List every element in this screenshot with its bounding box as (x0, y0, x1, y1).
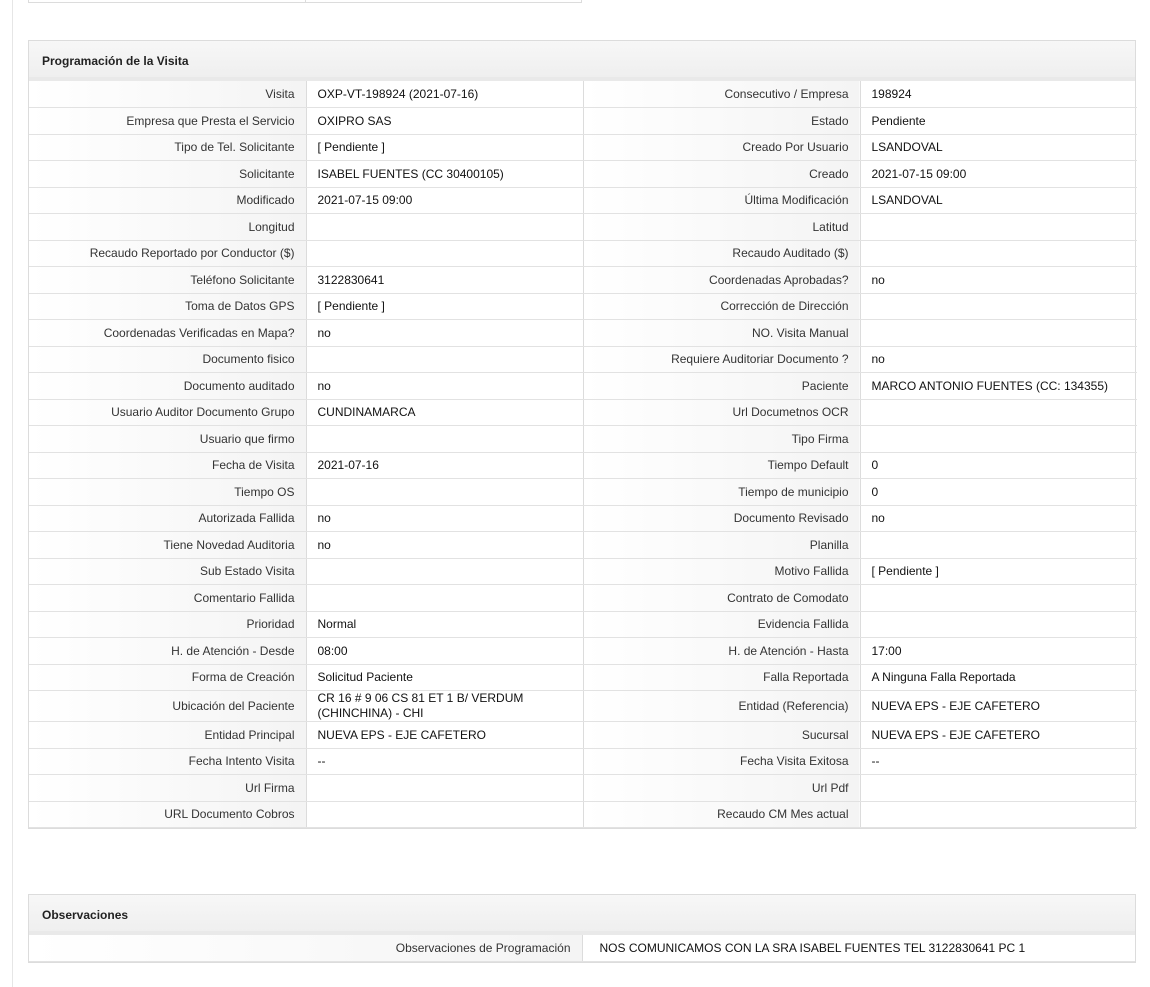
table-row (29, 558, 1137, 585)
field-label: Fecha de Visita (29, 452, 306, 479)
field-label: Tiempo de municipio (583, 479, 860, 506)
table-row (29, 293, 1137, 320)
field-label: Sub Estado Visita (29, 558, 306, 585)
field-value: 0 (860, 479, 1137, 506)
table-row (29, 664, 1137, 691)
field-value (860, 611, 1137, 638)
table-row (29, 748, 1137, 775)
field-label: Planilla (583, 532, 860, 559)
field-label: Tiempo Default (583, 452, 860, 479)
table-row (29, 108, 1137, 135)
field-value: OXIPRO SAS (306, 108, 583, 135)
table-row (29, 134, 1137, 161)
field-label: Entidad Principal (29, 722, 306, 749)
field-value: LSANDOVAL (860, 134, 1137, 161)
field-label: Requiere Auditoriar Documento ? (583, 346, 860, 373)
field-value (860, 801, 1137, 828)
field-label: Entidad (Referencia) (583, 691, 860, 722)
field-value (860, 585, 1137, 612)
field-value (860, 320, 1137, 347)
field-value: no (306, 532, 583, 559)
field-value (306, 775, 583, 802)
field-value (860, 775, 1137, 802)
table-row (29, 240, 1137, 267)
field-value: no (306, 373, 583, 400)
table-row (29, 214, 1137, 241)
field-value: no (306, 505, 583, 532)
programacion-title: Programación de la Visita (29, 41, 1135, 81)
table-row (29, 426, 1137, 453)
field-value: Pendiente (860, 108, 1137, 135)
field-label: Comentario Fallida (29, 585, 306, 612)
field-label: Ubicación del Paciente (29, 691, 306, 722)
field-value: 2021-07-15 09:00 (860, 161, 1137, 188)
field-value: OXP-VT-198924 (2021-07-16) (306, 81, 583, 108)
field-value: CUNDINAMARCA (306, 399, 583, 426)
field-label: Recaudo CM Mes actual (583, 801, 860, 828)
field-label: Corrección de Dirección (583, 293, 860, 320)
field-label: Empresa que Presta el Servicio (29, 108, 306, 135)
field-label: Visita (29, 81, 306, 108)
field-label: Fecha Intento Visita (29, 748, 306, 775)
field-label: Estado (583, 108, 860, 135)
table-row (29, 346, 1137, 373)
field-label: Tipo Firma (583, 426, 860, 453)
field-label: NO. Visita Manual (583, 320, 860, 347)
field-label: Usuario Auditor Documento Grupo (29, 399, 306, 426)
field-value (306, 585, 583, 612)
field-label: H. de Atención - Desde (29, 638, 306, 665)
field-label: Documento fisico (29, 346, 306, 373)
field-value (306, 240, 583, 267)
table-row (29, 320, 1137, 347)
field-value (860, 293, 1137, 320)
table-row (29, 638, 1137, 665)
field-label: Sucursal (583, 722, 860, 749)
field-label: URL Documento Cobros (29, 801, 306, 828)
page-left-rule (12, 0, 13, 987)
field-label: Motivo Fallida (583, 558, 860, 585)
field-label: Documento auditado (29, 373, 306, 400)
field-value: NUEVA EPS - EJE CAFETERO (306, 722, 583, 749)
field-label: Coordenadas Aprobadas? (583, 267, 860, 294)
field-value (860, 532, 1137, 559)
observaciones-label: Observaciones de Programación (29, 935, 582, 962)
field-label: Contrato de Comodato (583, 585, 860, 612)
field-value: -- (306, 748, 583, 775)
field-label: Tipo de Tel. Solicitante (29, 134, 306, 161)
observaciones-panel (28, 894, 1136, 963)
field-value (306, 479, 583, 506)
table-row (29, 187, 1137, 214)
field-value (860, 240, 1137, 267)
field-value: 08:00 (306, 638, 583, 665)
table-row (29, 801, 1137, 828)
field-value: no (860, 346, 1137, 373)
field-value: no (860, 505, 1137, 532)
table-row (29, 161, 1137, 188)
field-value (306, 346, 583, 373)
programacion-panel (28, 40, 1136, 829)
observaciones-table (29, 935, 1135, 962)
observaciones-title: Observaciones (29, 895, 1135, 935)
field-label: Teléfono Solicitante (29, 267, 306, 294)
field-label: Url Documetnos OCR (583, 399, 860, 426)
table-row (29, 373, 1137, 400)
field-value: 0 (860, 452, 1137, 479)
table-row (29, 935, 1135, 962)
field-value: A Ninguna Falla Reportada (860, 664, 1137, 691)
field-value: 2021-07-16 (306, 452, 583, 479)
previous-table-bottom (28, 0, 582, 3)
field-label: Url Pdf (583, 775, 860, 802)
field-label: Documento Revisado (583, 505, 860, 532)
field-label: Falla Reportada (583, 664, 860, 691)
table-row (29, 775, 1137, 802)
field-label: Autorizada Fallida (29, 505, 306, 532)
field-label: Solicitante (29, 161, 306, 188)
field-label: Url Firma (29, 775, 306, 802)
field-label: Toma de Datos GPS (29, 293, 306, 320)
field-value: 17:00 (860, 638, 1137, 665)
field-label: Coordenadas Verificadas en Mapa? (29, 320, 306, 347)
field-label: Recaudo Reportado por Conductor ($) (29, 240, 306, 267)
field-label: Prioridad (29, 611, 306, 638)
field-value (306, 426, 583, 453)
field-value: [ Pendiente ] (860, 558, 1137, 585)
field-label: Consecutivo / Empresa (583, 81, 860, 108)
table-row (29, 532, 1137, 559)
field-value: CR 16 # 9 06 CS 81 ET 1 B/ VERDUM (CHINCHINA) - CHI (306, 691, 583, 722)
table-row (29, 505, 1137, 532)
table-row (29, 722, 1137, 749)
field-label: H. de Atención - Hasta (583, 638, 860, 665)
field-label: Tiempo OS (29, 479, 306, 506)
field-label: Fecha Visita Exitosa (583, 748, 860, 775)
field-value (306, 214, 583, 241)
field-label: Recaudo Auditado ($) (583, 240, 860, 267)
table-row (29, 267, 1137, 294)
field-value: NUEVA EPS - EJE CAFETERO (860, 722, 1137, 749)
field-value (306, 801, 583, 828)
field-value: [ Pendiente ] (306, 293, 583, 320)
field-value (860, 214, 1137, 241)
field-label: Usuario que firmo (29, 426, 306, 453)
field-label: Creado (583, 161, 860, 188)
table-row (29, 691, 1137, 722)
field-label: Forma de Creación (29, 664, 306, 691)
field-value: no (860, 267, 1137, 294)
field-label: Evidencia Fallida (583, 611, 860, 638)
field-value: Solicitud Paciente (306, 664, 583, 691)
field-label: Tiene Novedad Auditoria (29, 532, 306, 559)
field-value: ISABEL FUENTES (CC 30400105) (306, 161, 583, 188)
field-value: [ Pendiente ] (306, 134, 583, 161)
field-label: Creado Por Usuario (583, 134, 860, 161)
field-value (860, 426, 1137, 453)
field-value (860, 399, 1137, 426)
field-label: Longitud (29, 214, 306, 241)
field-value: 198924 (860, 81, 1137, 108)
table-row (29, 81, 1137, 108)
field-label: Modificado (29, 187, 306, 214)
field-value: no (306, 320, 583, 347)
field-value: 2021-07-15 09:00 (306, 187, 583, 214)
field-label: Latitud (583, 214, 860, 241)
field-value: -- (860, 748, 1137, 775)
field-value (306, 558, 583, 585)
field-value: Normal (306, 611, 583, 638)
programacion-table (29, 81, 1137, 828)
field-value: LSANDOVAL (860, 187, 1137, 214)
observaciones-value: NOS COMUNICAMOS CON LA SRA ISABEL FUENTES TEL 3122830641 PC 1 (582, 935, 1135, 962)
field-label: Última Modificación (583, 187, 860, 214)
table-row (29, 585, 1137, 612)
table-row (29, 399, 1137, 426)
field-label: Paciente (583, 373, 860, 400)
table-row (29, 479, 1137, 506)
table-row (29, 611, 1137, 638)
field-value: NUEVA EPS - EJE CAFETERO (860, 691, 1137, 722)
field-value: MARCO ANTONIO FUENTES (CC: 134355) (860, 373, 1137, 400)
field-value: 3122830641 (306, 267, 583, 294)
table-row (29, 452, 1137, 479)
